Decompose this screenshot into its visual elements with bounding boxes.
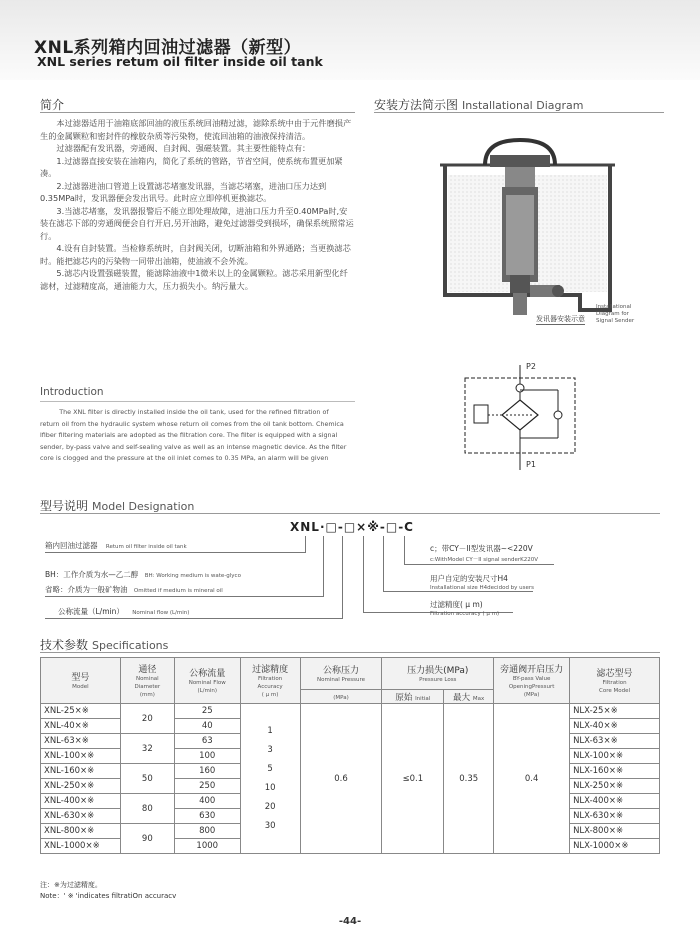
th-accuracy	[240, 658, 300, 704]
signal-sender-label-cn: 发讯器安装示意	[536, 315, 585, 323]
model-left-1-en: Retum oil filter inside oil tank	[105, 544, 187, 550]
intro-para-0: 本过滤器适用于油箱底部回油的液压系统回油精过滤，滤除系统中由于元件磨损产生的金属颗粒和密封件的橡胶杂质等污染物，使流回油箱的油液保持清洁。	[40, 118, 352, 141]
intro-para-6: 5.滤芯内设置强磁装置，能滤除油液中1微米以上的金属颗粒。滤芯采用新型化纤滤材，过滤精度高，通油能力大，压力损失小。纳污量大。	[40, 268, 348, 291]
model-heading	[40, 497, 194, 514]
note-en: Note：' ※ 'indicates filtratiOn accuracv	[40, 892, 177, 900]
cell-flow: 40	[174, 719, 240, 734]
th-bypass-en1: BY-pass Value	[512, 676, 551, 682]
model-heading-en: Model Designation	[92, 500, 195, 513]
diagram-divider	[374, 112, 664, 113]
cell-flow: 400	[174, 794, 240, 809]
th-core-en2: Core Model	[599, 688, 631, 694]
cell-diameter: 90	[120, 824, 174, 854]
cell-diameter: 20	[120, 704, 174, 734]
cell-model: XNL-63×※	[41, 734, 121, 749]
cell-bypass: 0.4	[494, 704, 570, 854]
model-line-r1	[404, 564, 554, 565]
diagram-heading-en: Installational Diagram	[462, 99, 584, 112]
port-p2: P2	[526, 362, 536, 371]
th-dia-en2: Diameter	[134, 684, 161, 690]
cell-core: NLX-100×※	[570, 749, 660, 764]
signal-sender-label-en-3: Signal Sender	[596, 318, 635, 324]
model-right-1-cn: c；带CY－II型发讯器~<220V	[430, 544, 533, 553]
th-dia-unit: (mm)	[139, 692, 155, 698]
cell-flow: 250	[174, 779, 240, 794]
cell-core: NLX-160×※	[570, 764, 660, 779]
specs-heading	[40, 636, 168, 653]
th-loss-init	[382, 690, 444, 704]
intro-en-paragraph: The XNL filter is directly installed inside the oil tank, used for the refined filtration of return oil from the hydraulic system whose return oil comes from the oil tank bottom. Chemica lfiber filtering materials are adopted as the filtration core. The filter is equipped with a signal sender, by-pass valve and self-sealing valve as well as an intense magnetic device. As the filter core is clogged and the pressure at the oil inlet comes to 0.35 MPa, an alarm will be given	[40, 408, 347, 462]
model-left-3	[58, 606, 189, 617]
cell-core: NLX-25×※	[570, 704, 660, 719]
specs-divider	[40, 652, 660, 653]
intro-para-5: 4.设有自封装置。当检修系统时，自封阀关闭，切断油箱和外界通路；当更换滤芯时。能把滤芯内的污染物一同带出油箱，使油液不会外流。	[40, 243, 351, 266]
leader-3	[342, 536, 343, 619]
cell-model: XNL-250×※	[41, 779, 121, 794]
diagram-heading	[374, 96, 583, 113]
intro-heading	[40, 96, 64, 113]
th-model-cn: 型号	[71, 673, 90, 683]
model-line-2	[45, 596, 323, 597]
intro-para-2: 1.过滤器直接安装在油箱内，简化了系统的管路，节省空间，使系统布置更加紧凑。	[40, 155, 343, 178]
cell-flow: 100	[174, 749, 240, 764]
cell-flow: 1000	[174, 839, 240, 854]
model-code: XNL·□-□×※-□-C	[290, 520, 414, 534]
specs-heading-en: Specifications	[92, 639, 169, 652]
leader-1	[305, 536, 306, 553]
th-diameter	[120, 658, 174, 704]
page-number: -44-	[338, 916, 362, 927]
model-left-2a	[45, 569, 241, 580]
th-press-unit	[300, 690, 382, 704]
accuracy-value: 3	[267, 744, 273, 755]
model-left-3-cn: 公称流量（L/min）	[58, 607, 124, 616]
accuracy-value: 20	[264, 801, 276, 812]
page-subtitle: XNL series retum oil filter inside oil tank	[37, 54, 323, 69]
th-bypass-cn: 旁通阀开启压力	[500, 665, 564, 675]
header-row-1	[41, 658, 660, 690]
cell-loss-max: 0.35	[444, 704, 494, 854]
model-left-1-cn: 箱内回油过滤器	[45, 541, 98, 550]
th-flow-cn: 公称流量	[189, 669, 226, 679]
leader-5	[383, 536, 384, 591]
cell-core: NLX-40×※	[570, 719, 660, 734]
cell-flow: 63	[174, 734, 240, 749]
model-line-r2	[383, 591, 533, 592]
cell-diameter: 32	[120, 734, 174, 764]
model-left-2b	[45, 584, 223, 595]
th-model	[41, 658, 121, 704]
th-loss-init-en: Initial	[415, 695, 431, 702]
model-divider	[40, 513, 660, 514]
th-acc-unit: ( μ m)	[261, 692, 279, 698]
model-line-3	[45, 618, 342, 619]
th-loss-init-cn: 原始	[395, 692, 413, 703]
th-bypass-en2: OpeningPressurt	[508, 684, 555, 690]
port-p1: P1	[526, 460, 536, 469]
intro-divider	[40, 112, 355, 113]
th-loss-max-en: Max	[472, 695, 485, 702]
model-right-3-en: Filtration accuracy ( μ m)	[430, 611, 500, 617]
th-flow-en: Nominal Flow	[188, 680, 226, 686]
th-loss	[382, 658, 494, 690]
th-press-en: Nominal Pressure	[316, 677, 365, 683]
cell-core: NLX-250×※	[570, 779, 660, 794]
cell-core: NLX-400×※	[570, 794, 660, 809]
cell-accuracy-list	[240, 704, 300, 854]
cell-model: XNL-25×※	[41, 704, 121, 719]
page-title: XNL系列箱内回油过滤器（新型）	[34, 38, 302, 58]
cell-model: XNL-800×※	[41, 824, 121, 839]
model-right-2-cn: 用户自定的安装尺寸H4	[430, 574, 508, 583]
cell-flow: 800	[174, 824, 240, 839]
model-left-2a-en: BH: Working medium is wate-glyco	[144, 573, 241, 579]
th-pressure	[300, 658, 382, 690]
intro-heading-cn: 简介	[40, 98, 65, 112]
cell-core: NLX-1000×※	[570, 839, 660, 854]
th-acc-cn: 过滤精度	[252, 665, 289, 675]
model-left-2a-cn: BH：工作介质为水—乙二醇	[45, 570, 139, 579]
table-row	[41, 704, 660, 719]
note-cn: 注：※为过滤精度。	[40, 881, 102, 889]
th-loss-en: Pressure Loss	[419, 677, 457, 683]
th-loss-cn: 压力损失(MPa)	[407, 666, 469, 676]
cell-flow: 25	[174, 704, 240, 719]
th-press-cn: 公称压力	[322, 666, 359, 676]
installation-diagram	[430, 115, 650, 330]
intro-para-3: 2.过滤器进油口管道上设置滤芯堵塞发讯器，当滤芯堵塞，进油口压力达到0.35MPa时，发讯器便会发出讯号。此时应立即停机更换滤芯。	[40, 180, 327, 203]
specs-table	[40, 657, 660, 854]
th-model-en: Model	[72, 684, 89, 690]
th-acc-en2: Accuracy	[257, 684, 283, 690]
leader-6	[404, 536, 405, 564]
cell-model: XNL-630×※	[41, 809, 121, 824]
cell-flow: 630	[174, 809, 240, 824]
signal-sender-label-en-2: Diagram for	[596, 311, 629, 317]
th-core-en1: Filtration	[602, 680, 627, 686]
cell-diameter: 50	[120, 764, 174, 794]
model-left-2b-cn: 省略：介质为一般矿物油	[45, 585, 128, 594]
cell-model: XNL-100×※	[41, 749, 121, 764]
cell-diameter: 80	[120, 794, 174, 824]
intro-para-4: 3.当滤芯堵塞，发讯器报警后不能立即处理故障，进油口压力升至0.40MPa时,安装在滤芯下部的旁通阀便会自行开启,另开油路，避免过滤器受到损坏，确保系统照常运行。	[40, 205, 354, 241]
th-flow-unit: (L/min)	[197, 688, 218, 694]
model-right-2-en: Installational size H4decidod by users	[430, 585, 535, 591]
leader-4	[363, 536, 364, 612]
th-bypass-unit: (MPa)	[523, 692, 540, 698]
intro-en-heading: Introduction	[40, 386, 104, 398]
model-line-1	[45, 552, 305, 553]
cell-model: XNL-1000×※	[41, 839, 121, 854]
accuracy-value: 10	[264, 782, 276, 793]
th-acc-en1: Filtration	[258, 676, 283, 682]
cell-model: XNL-40×※	[41, 719, 121, 734]
cell-core: NLX-63×※	[570, 734, 660, 749]
diagram-heading-cn: 安装方法简示图	[374, 98, 459, 112]
leader-2	[323, 536, 324, 597]
model-right-1-en: c:WithModel CY－II signal senderK220V	[430, 557, 538, 563]
cell-core: NLX-800×※	[570, 824, 660, 839]
th-dia-en1: Nominal	[135, 676, 159, 682]
model-left-3-en: Nominal flow (L/min)	[132, 610, 190, 616]
th-dia-cn: 通径	[138, 665, 157, 675]
cell-flow: 160	[174, 764, 240, 779]
accuracy-value: 30	[264, 820, 276, 831]
model-heading-cn: 型号说明	[40, 499, 89, 513]
intro-paragraphs	[40, 117, 355, 292]
accuracy-value: 5	[267, 763, 273, 774]
th-loss-max-cn: 最大	[453, 692, 471, 703]
cell-core: NLX-630×※	[570, 809, 660, 824]
th-press-unit-text: (MPa)	[333, 694, 349, 701]
signal-sender-label-en-1: Installational	[596, 304, 632, 310]
accuracy-value: 1	[267, 725, 273, 736]
th-core-cn: 滤芯型号	[596, 669, 633, 679]
cell-model: XNL-160×※	[41, 764, 121, 779]
model-left-2b-en: Omitted if medium is mineral oil	[133, 588, 223, 594]
model-right-3-cn: 过滤精度( μ m)	[430, 600, 483, 609]
specs-heading-cn: 技术参数	[40, 638, 89, 652]
th-flow	[174, 658, 240, 704]
cell-model: XNL-400×※	[41, 794, 121, 809]
cell-pressure: 0.6	[300, 704, 382, 854]
th-core	[570, 658, 660, 704]
cell-loss-initial: ≤0.1	[382, 704, 444, 854]
th-loss-max	[444, 690, 494, 704]
hydraulic-symbol	[450, 360, 590, 480]
th-bypass	[494, 658, 570, 704]
intro-en-divider	[40, 401, 355, 402]
intro-para-1: 过滤器配有发讯器，旁通阀、自封阀、强磁装置。其主要性能特点有：	[56, 143, 311, 153]
model-left-1	[45, 540, 187, 551]
